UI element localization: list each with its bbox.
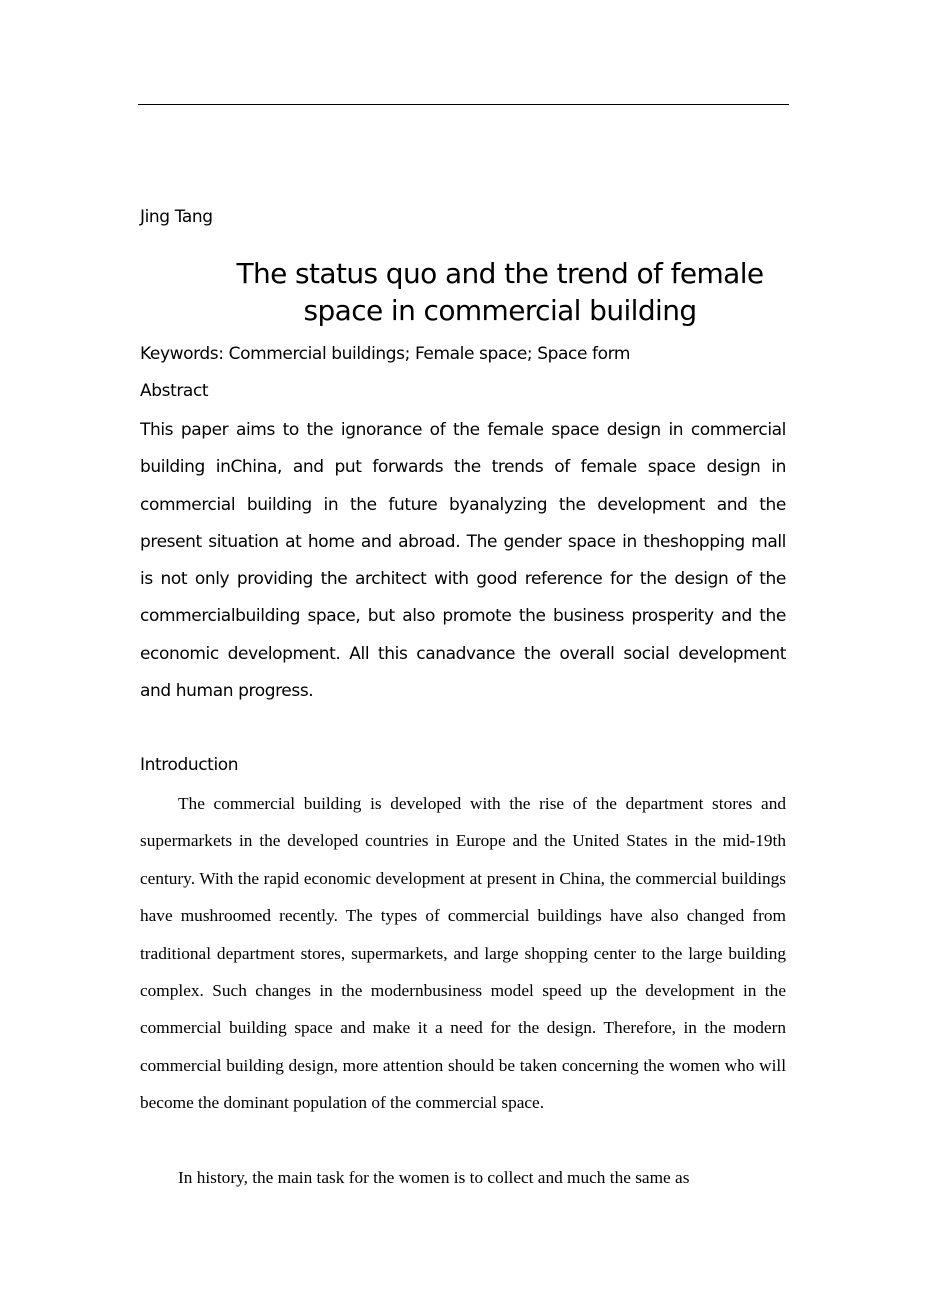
introduction-paragraph-2: In history, the main task for the women is to collect and much the same as bbox=[178, 1168, 690, 1187]
paper-title-line-1: The status quo and the trend of female bbox=[236, 257, 764, 290]
paper-title bbox=[140, 255, 860, 329]
abstract-text: This paper aims to the ignorance of the female space design in commercial building inChina, and put forwards the trends of female space design in commercial building in the future byanalyzing the development and the present situation at home and abroad. The gender space in theshopping mall is not only providing the architect with good reference for the design of the commercialbuilding space, but also promote the business prosperity and the economic development. All this canadvance the overall social development and human progress. bbox=[140, 420, 786, 702]
introduction-heading: Introduction bbox=[140, 755, 239, 775]
introduction-paragraph-1: The commercial building is developed with the rise of the department stores and supermarkets in the developed countries in Europe and the United States in the mid-19th century. With the rapid economic development at present in China, the commercial buildings have mushroomed recently. The types of commercial buildings have also changed from traditional department stores, supermarkets, and large shopping center to the large building complex. Such changes in the modernbusiness model speed up the development in the commercial building space and make it a need for the design. Therefore, in the modern commercial building design, more attention should be taken concerning the women who will become the dominant population of the commercial space. bbox=[140, 794, 786, 1113]
header-rule bbox=[138, 104, 789, 105]
author-name: Jing Tang bbox=[140, 207, 213, 227]
abstract-heading: Abstract bbox=[140, 381, 209, 401]
paper-title-line-2: space in commercial building bbox=[303, 294, 697, 327]
keywords: Keywords: Commercial buildings; Female space; Space form bbox=[140, 344, 631, 364]
